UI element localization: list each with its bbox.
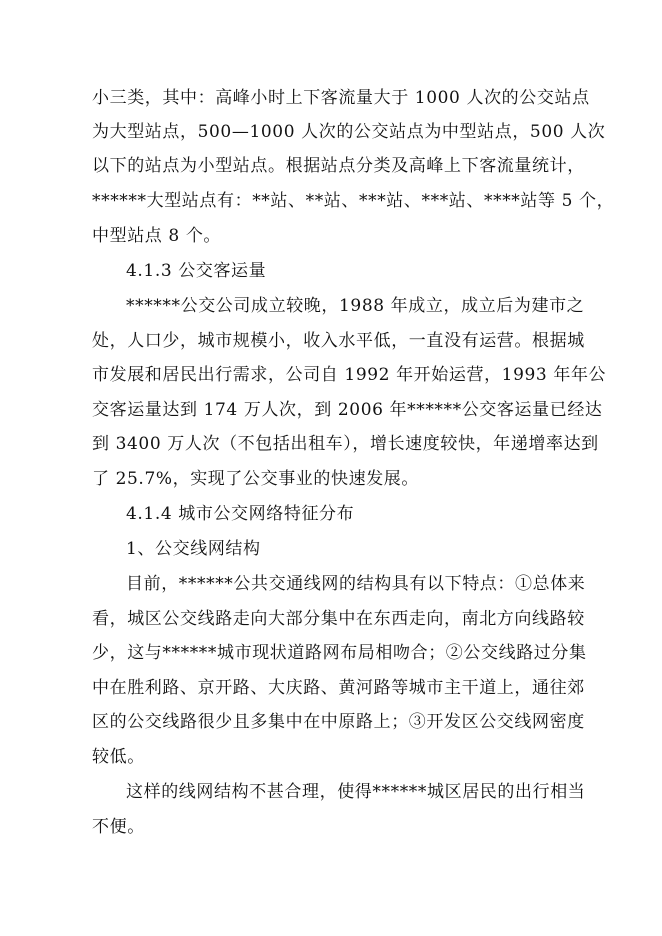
text-line: 到 3400 万人次（不包括出租车），增长速度较快，年递增率达到 [92, 434, 599, 454]
text-line: 为大型站点，500—1000 人次的公交站点为中型站点，500 人次 [92, 122, 606, 142]
section-heading: 4.1.3 公交客运量 [126, 261, 267, 281]
text-line: 中型站点 8 个。 [92, 226, 222, 246]
text-line: 少，这与******城市现状道路网布局相吻合；②公交线路过分集 [92, 643, 587, 663]
text-line: 交客运量达到 174 万人次，到 2006 年******公交客运量已经达 [92, 400, 603, 420]
text-line: 这样的线网结构不甚合理，使得******城区居民的出行相当 [126, 782, 586, 802]
text-line: 了 25.7%，实现了公交事业的快速发展。 [92, 469, 420, 489]
text-line: 以下的站点为小型站点。根据站点分类及高峰上下客流量统计， [92, 156, 585, 176]
text-line: ******公交公司成立较晚，1988 年成立，成立后为建市之 [126, 296, 585, 316]
text-line: ******大型站点有：**站、**站、***站、***站、****站等 5 个， [92, 191, 615, 211]
text-line: 小三类，其中：高峰小时上下客流量大于 1000 人次的公交站点 [92, 88, 590, 108]
text-line: 不便。 [92, 817, 145, 837]
text-line: 处，人口少，城市规模小，收入水平低，一直没有运营。根据城 [92, 331, 585, 351]
text-line: 区的公交线路很少且多集中在中原路上；③开发区公交线网密度 [92, 712, 585, 732]
subsection-heading: 1、公交线网结构 [126, 539, 261, 559]
text-line: 市发展和居民出行需求，公司自 1992 年开始运营，1993 年年公 [92, 365, 607, 385]
text-line: 目前，******公共交通线网的结构具有以下特点：①总体来 [126, 574, 586, 594]
section-heading: 4.1.4 城市公交网络特征分布 [126, 504, 355, 524]
text-line: 较低。 [92, 747, 145, 767]
text-line: 看，城区公交线路走向大部分集中在东西走向，南北方向线路较 [92, 609, 585, 629]
text-line: 中在胜利路、京开路、大庆路、黄河路等城市主干道上，通往郊 [92, 678, 585, 698]
